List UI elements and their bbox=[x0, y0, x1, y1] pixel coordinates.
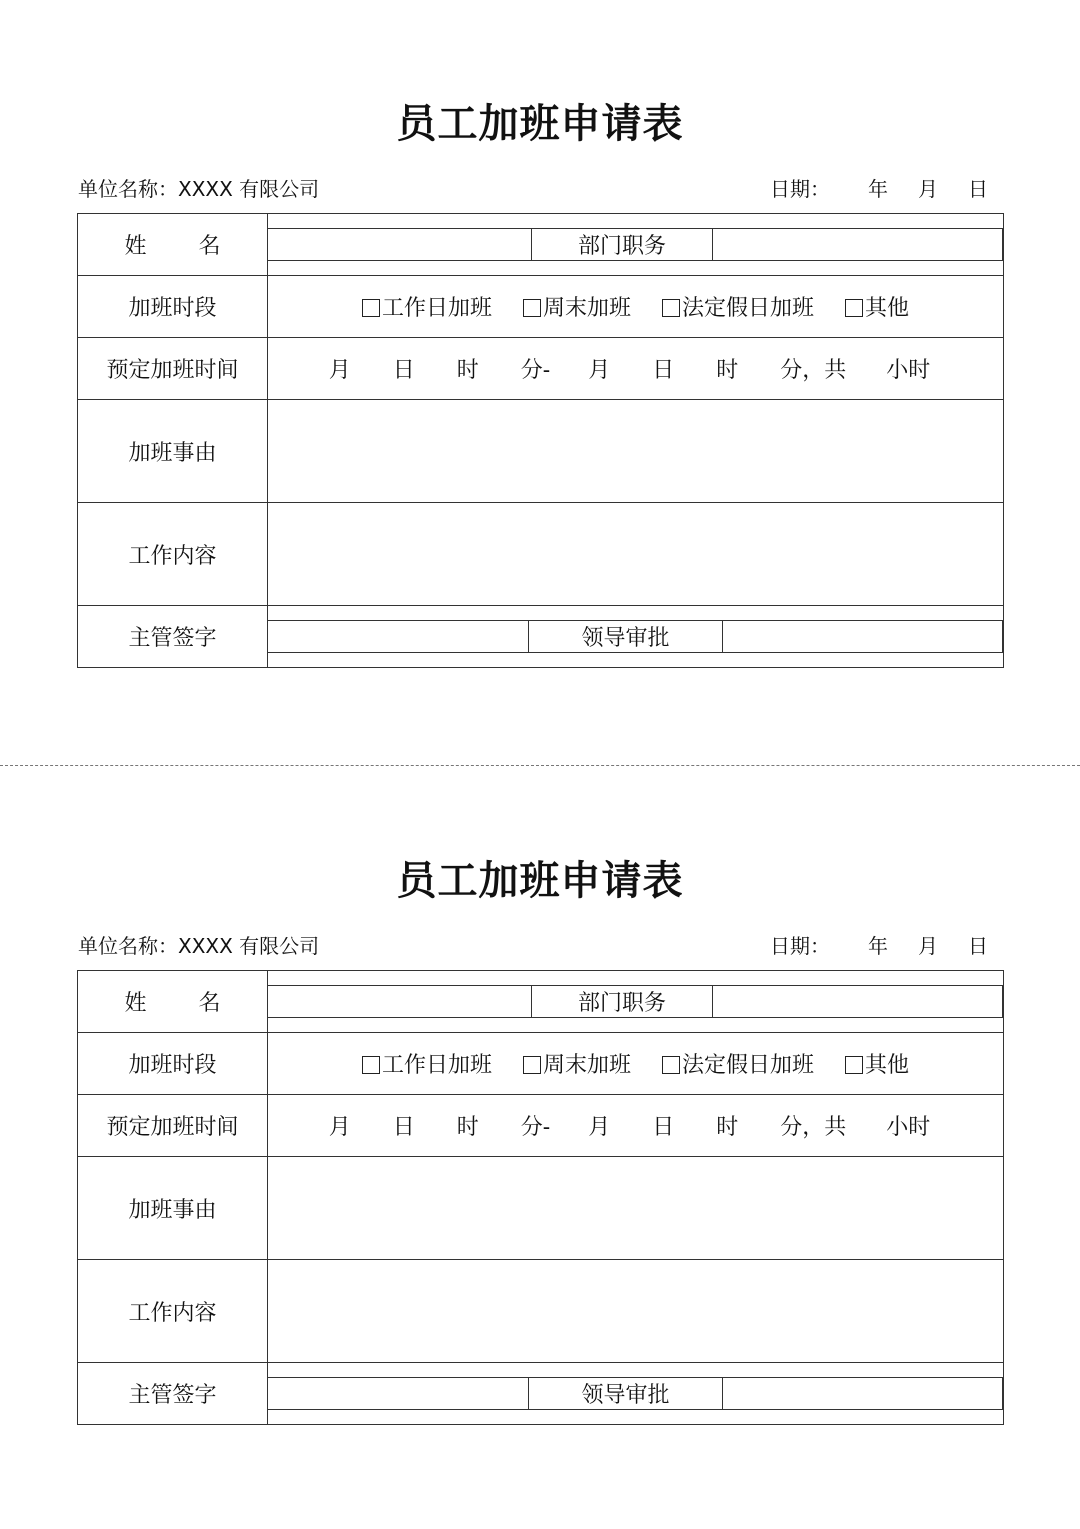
period-options bbox=[268, 276, 1004, 338]
period-options bbox=[268, 1033, 1004, 1095]
date-month: 月 bbox=[918, 177, 938, 201]
option-other[interactable]: 其他 bbox=[845, 1053, 909, 1078]
unit-name: 单位名称：XXXX 有限公司 bbox=[78, 177, 320, 201]
checkbox-icon[interactable] bbox=[662, 1056, 680, 1074]
date-label: 日期： bbox=[770, 934, 830, 958]
checkbox-icon[interactable] bbox=[662, 299, 680, 317]
checkbox-icon[interactable] bbox=[523, 299, 541, 317]
reason-label: 加班事由 bbox=[78, 1157, 268, 1260]
date-label: 日期： bbox=[770, 177, 830, 201]
row-name bbox=[78, 971, 1004, 1033]
period-label: 加班时段 bbox=[78, 276, 268, 338]
row-scheduled bbox=[78, 338, 1004, 400]
row-signatures bbox=[78, 1363, 1004, 1425]
checkbox-icon[interactable] bbox=[845, 1056, 863, 1074]
scheduled-time-field[interactable]: 月 日 时 分- 月 日 时 分，共 小时 bbox=[268, 1095, 1004, 1157]
date-line bbox=[770, 173, 988, 202]
reason-field[interactable] bbox=[268, 1157, 1004, 1260]
row-reason bbox=[78, 400, 1004, 503]
content-label: 工作内容 bbox=[78, 503, 268, 606]
form-title: 员工加班申请表 bbox=[396, 101, 684, 147]
leader-label: 领导审批 bbox=[529, 1378, 723, 1410]
content-label: 工作内容 bbox=[78, 1260, 268, 1363]
option-workday[interactable]: 工作日加班 bbox=[362, 1053, 492, 1078]
checkbox-icon[interactable] bbox=[362, 1056, 380, 1074]
name-label: 姓 名 bbox=[78, 214, 268, 276]
unit-name: 单位名称：XXXX 有限公司 bbox=[78, 934, 320, 958]
checkbox-icon[interactable] bbox=[845, 299, 863, 317]
option-weekend[interactable]: 周末加班 bbox=[523, 296, 631, 321]
dept-field[interactable] bbox=[713, 986, 1003, 1018]
leader-approval-field[interactable] bbox=[723, 621, 1003, 653]
row-period bbox=[78, 1033, 1004, 1095]
name-field[interactable] bbox=[268, 986, 532, 1018]
date-month: 月 bbox=[918, 934, 938, 958]
row-period bbox=[78, 276, 1004, 338]
date-line bbox=[770, 930, 988, 959]
leader-approval-field[interactable] bbox=[723, 1378, 1003, 1410]
option-workday[interactable]: 工作日加班 bbox=[362, 296, 492, 321]
leader-label: 领导审批 bbox=[529, 621, 723, 653]
supervisor-signature-field[interactable] bbox=[268, 621, 529, 653]
row-content bbox=[78, 1260, 1004, 1363]
row-name bbox=[78, 214, 1004, 276]
scheduled-label: 预定加班时间 bbox=[78, 338, 268, 400]
content-field[interactable] bbox=[268, 1260, 1004, 1363]
supervisor-label: 主管签字 bbox=[78, 606, 268, 668]
period-label: 加班时段 bbox=[78, 1033, 268, 1095]
dept-label: 部门职务 bbox=[532, 229, 713, 261]
date-day: 日 bbox=[968, 177, 988, 201]
date-day: 日 bbox=[968, 934, 988, 958]
checkbox-icon[interactable] bbox=[523, 1056, 541, 1074]
row-scheduled bbox=[78, 1095, 1004, 1157]
name-field[interactable] bbox=[268, 229, 532, 261]
dept-label: 部门职务 bbox=[532, 986, 713, 1018]
option-holiday[interactable]: 法定假日加班 bbox=[662, 1053, 814, 1078]
option-holiday[interactable]: 法定假日加班 bbox=[662, 296, 814, 321]
supervisor-label: 主管签字 bbox=[78, 1363, 268, 1425]
dept-field[interactable] bbox=[713, 229, 1003, 261]
scheduled-time-field[interactable]: 月 日 时 分- 月 日 时 分，共 小时 bbox=[268, 338, 1004, 400]
date-year: 年 bbox=[868, 177, 888, 201]
option-weekend[interactable]: 周末加班 bbox=[523, 1053, 631, 1078]
name-label: 姓 名 bbox=[78, 971, 268, 1033]
option-other[interactable]: 其他 bbox=[845, 296, 909, 321]
form-title: 员工加班申请表 bbox=[396, 858, 684, 904]
scheduled-label: 预定加班时间 bbox=[78, 1095, 268, 1157]
date-year: 年 bbox=[868, 934, 888, 958]
supervisor-signature-field[interactable] bbox=[268, 1378, 529, 1410]
row-content bbox=[78, 503, 1004, 606]
row-signatures bbox=[78, 606, 1004, 668]
form-table bbox=[77, 213, 1004, 668]
row-reason bbox=[78, 1157, 1004, 1260]
cut-line-divider bbox=[0, 765, 1080, 766]
content-field[interactable] bbox=[268, 503, 1004, 606]
reason-field[interactable] bbox=[268, 400, 1004, 503]
checkbox-icon[interactable] bbox=[362, 299, 380, 317]
form-table bbox=[77, 970, 1004, 1425]
reason-label: 加班事由 bbox=[78, 400, 268, 503]
